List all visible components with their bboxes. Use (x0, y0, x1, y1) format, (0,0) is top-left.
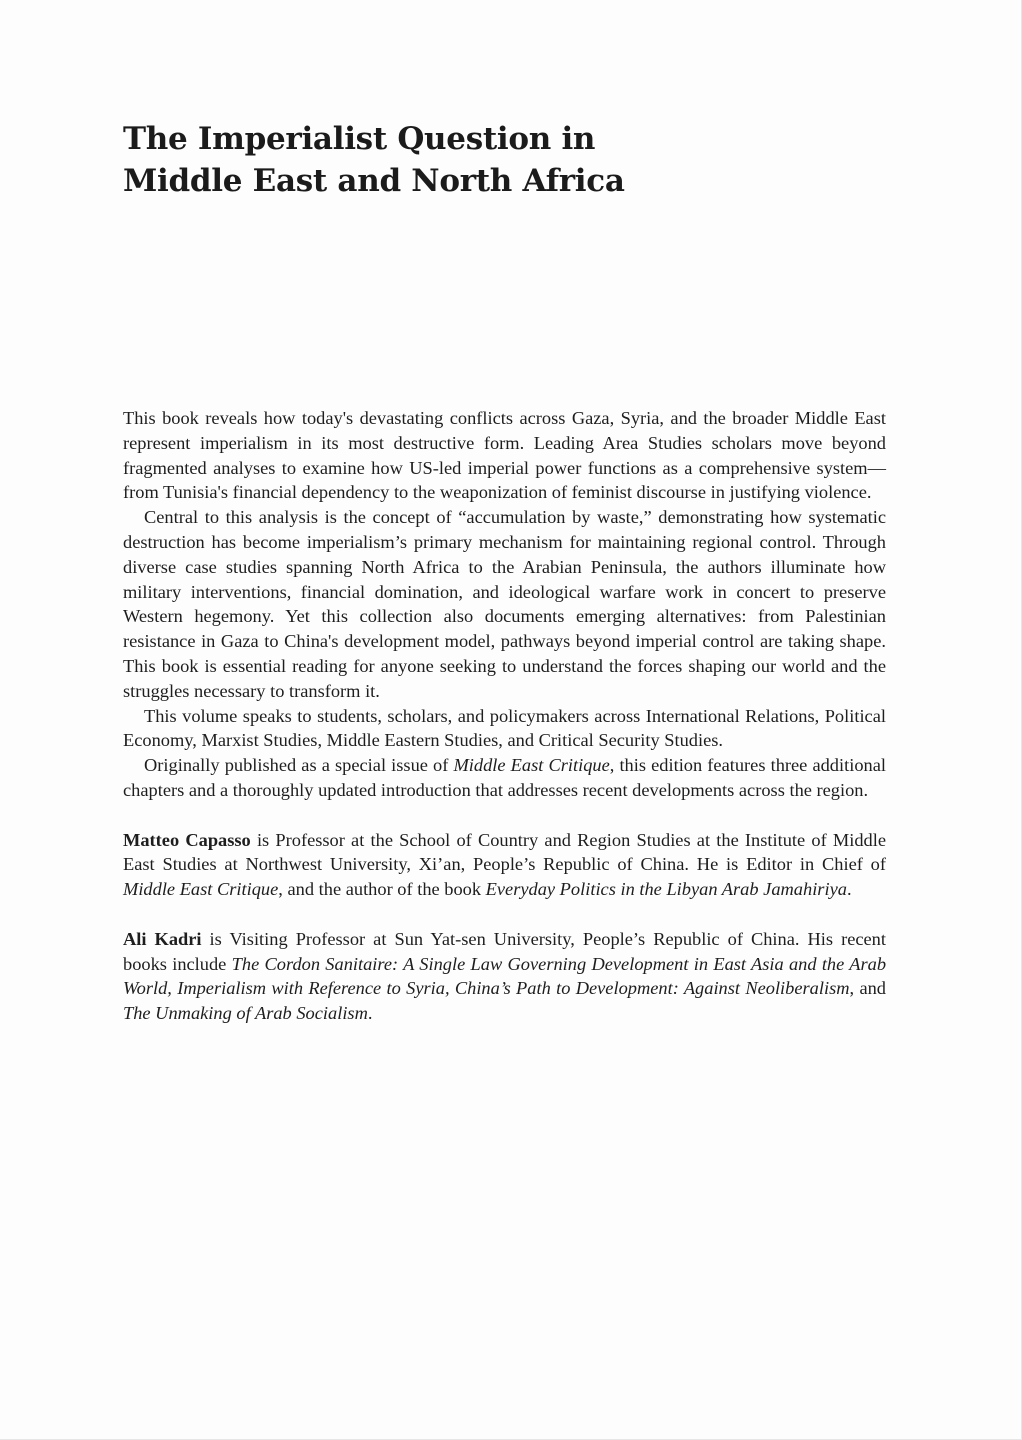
book-title-line-2: Middle East and North Africa (123, 163, 625, 199)
bio-text: is Professor at the School of Country and Region Studies at the Institute of Middle East Studies at Northwest University, Xi’an, People’s Republic of China. He is Editor in Chief of (123, 829, 887, 875)
book-title (123, 118, 903, 202)
book-title-ref: The Unmaking of Arab Socialism (123, 1003, 368, 1024)
paragraph-4-rest: , this edition features three additional chapters and a thoroughly updated introduction that addresses recent developments across the region. (123, 755, 886, 800)
author-bio-capasso (123, 828, 886, 902)
description-paragraph-3: This volume speaks to students, scholars, and policymakers across International Relations, Political Economy, Marxist Studies, Middle Eastern Studies, and Critical Security Studies. (123, 705, 886, 751)
description-paragraph-4 (123, 753, 886, 803)
paragraph-4-intro: Originally published as a special issue of (144, 755, 454, 776)
bio-text: is Visiting Professor at Sun Yat-sen University, People’s Republic of China. His recent books include (123, 928, 886, 974)
author-name: Ali Kadri (123, 928, 202, 949)
journal-title: Middle East Critique (453, 755, 610, 776)
description-paragraph-1: This book reveals how today's devastating conflicts across Gaza, Syria, and the broader Middle East represent imperialism in its most destructive form. Leading Area Studies scholars move beyond fragmented analyses to examine how US-led imperial power functions as a comprehensive system—from Tunisia's financial dependency to the weaponization of feminist discourse in justifying violence. (123, 408, 886, 503)
book-title-ref: Everyday Politics in the Libyan Arab Jamahiriya (485, 879, 847, 900)
book-titles-ref: The Cordon Sanitaire: A Single Law Governing Development in East Asia and the Arab World, Imperialism with Reference to Syria, China’s Path to Development: Against Neoliberalism (123, 953, 887, 999)
bio-text: , and (849, 978, 886, 999)
author-name: Matteo Capasso (123, 829, 251, 850)
book-title-line-1: The Imperialist Question in (123, 121, 596, 157)
description-paragraph-2: Central to this analysis is the concept of “accumulation by waste,” demonstrating how systematic destruction has become imperialism’s primary mechanism for maintaining regional control. Through diverse case studies spanning North Africa to the Arabian Peninsula, the authors illuminate how military interventions, financial domination, and ideological warfare work in concert to preserve Western hegemony. Yet this collection also documents emerging alternatives: from Palestinian resistance in Gaza to China's development model, pathways beyond imperial control are taking shape. This book is essential reading for anyone seeking to understand the forces shaping our world and the struggles necessary to transform it. (123, 507, 886, 701)
bio-end: . (846, 879, 852, 900)
journal-title: Middle East Critique (123, 879, 279, 900)
book-description (123, 406, 886, 1026)
bio-end: . (367, 1003, 373, 1024)
bio-text: , and the author of the book (278, 879, 486, 900)
author-bio-kadri (123, 927, 886, 1026)
